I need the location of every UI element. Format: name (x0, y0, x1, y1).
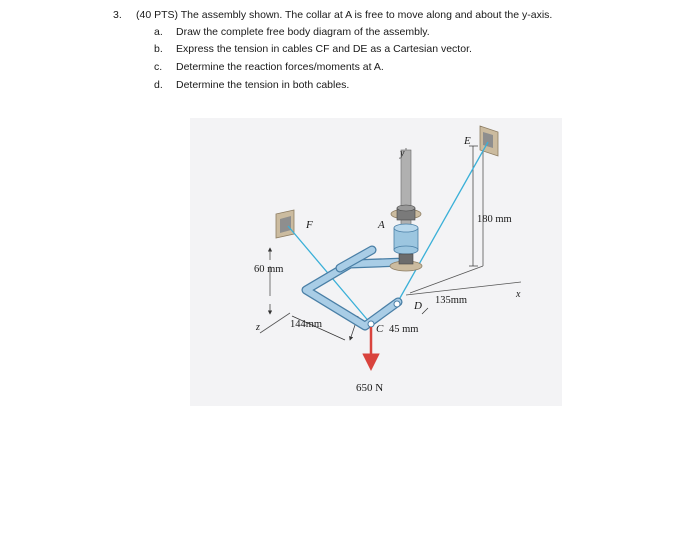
collar-a (390, 150, 422, 271)
z-axis-line (260, 313, 290, 333)
dimension-lines (270, 146, 478, 340)
part-letter: b. (154, 43, 163, 55)
part-text: Express the tension in cables CF and DE as a Cartesian vector. (176, 43, 472, 55)
dim-60-label: 60 mm (254, 264, 284, 275)
part-letter: a. (154, 26, 163, 38)
label-y-axis: y (400, 148, 405, 159)
dim-135-tick (422, 308, 428, 314)
point-d (394, 301, 400, 307)
part-letter: d. (154, 79, 163, 91)
dim-180-label: 180 mm (477, 214, 512, 225)
label-f: F (306, 219, 313, 231)
label-z-axis: z (256, 322, 260, 333)
point-c (368, 321, 374, 327)
bracket-f (276, 210, 294, 238)
rod-assembly (306, 244, 404, 326)
label-a: A (378, 219, 385, 231)
assembly-diagram (190, 118, 562, 406)
label-x-axis: x (516, 289, 521, 300)
part-text: Determine the reaction forces/moments at A. (176, 61, 384, 73)
dim-135-label: 135mm (435, 295, 468, 306)
question-text: (40 PTS) The assembly shown. The collar at A is free to move along and about the y-axis. (136, 9, 553, 21)
assembly-figure (190, 118, 562, 406)
label-e: E (464, 135, 471, 147)
question-number: 3. (113, 9, 122, 21)
part-text: Draw the complete free body diagram of the assembly. (176, 26, 430, 38)
dim-45-label: 45 mm (389, 324, 419, 335)
e-base-line (410, 266, 483, 293)
load-label: 650 N (356, 382, 384, 394)
part-letter: c. (154, 61, 163, 73)
label-c: C (376, 323, 384, 335)
dim-144-label: 144mm (290, 319, 323, 330)
label-d: D (414, 300, 422, 312)
part-text: Determine the tension in both cables. (176, 79, 350, 91)
